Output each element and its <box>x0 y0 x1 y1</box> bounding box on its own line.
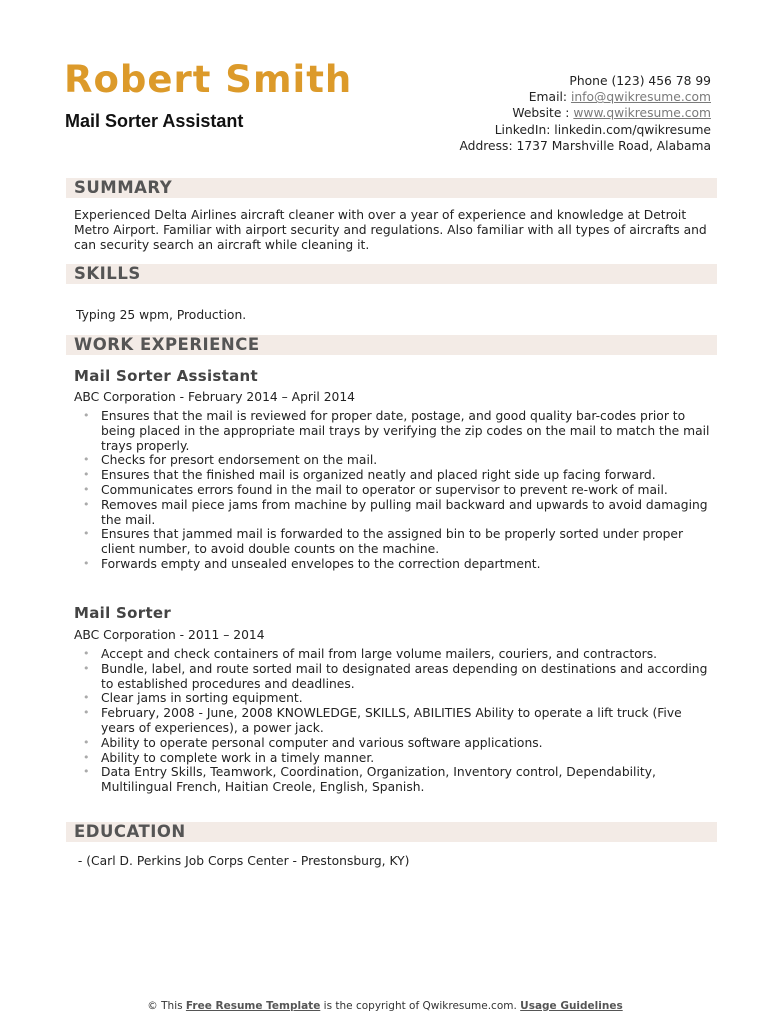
phone-label: Phone <box>569 74 608 88</box>
list-item: • Ensures that jammed mail is forwarded to the assigned bin to be properly sorted under proper client number, to avoid double counts on the machine. <box>81 527 717 557</box>
free-resume-template-link[interactable]: Free Resume Template <box>185 1000 321 1012</box>
job-company: ABC Corporation - February 2014 – April 2014 <box>74 390 355 404</box>
list-item: • Ability to complete work in a timely manner. <box>81 751 717 766</box>
job-company: ABC Corporation - 2011 – 2014 <box>74 628 265 642</box>
list-item: • Bundle, label, and route sorted mail to designated areas depending on destinations and according to established procedures and deadlines. <box>81 662 717 692</box>
list-item: • Checks for presort endorsement on the mail. <box>81 453 717 468</box>
contact-email <box>459 89 711 105</box>
skills-text: Typing 25 wpm, Production. <box>76 308 247 322</box>
list-item: • Ensures that the finished mail is organized neatly and placed right side up facing forward. <box>81 468 717 483</box>
list-item: • Ensures that the mail is reviewed for proper date, postage, and good quality bar-codes prior to being placed in the appropriate mail trays by verifying the zip codes on the mail to match the mail trays properly. <box>81 409 717 453</box>
job-bullet-list <box>81 647 717 795</box>
summary-heading: SUMMARY <box>74 178 173 197</box>
contact-website <box>459 105 711 121</box>
experience-heading: WORK EXPERIENCE <box>74 335 260 354</box>
footer-middle: is the copyright of Qwikresume.com. <box>323 1000 517 1012</box>
list-item: • Communicates errors found in the mail to operator or supervisor to prevent re-work of mail. <box>81 483 717 498</box>
list-item: • Removes mail piece jams from machine by pulling mail backward and upwards to avoid damaging the mail. <box>81 498 717 528</box>
contact-address: Address: 1737 Marshville Road, Alabama <box>459 138 711 153</box>
list-item: • Ability to operate personal computer and various software applications. <box>81 736 717 751</box>
job-title: Mail Sorter <box>74 604 172 622</box>
website-label: Website : <box>512 106 570 121</box>
contact-linkedin: LinkedIn: linkedin.com/qwikresume <box>494 122 711 137</box>
contact-block <box>459 73 711 154</box>
phone-value: (123) 456 78 99 <box>611 74 711 88</box>
candidate-role: Mail Sorter Assistant <box>65 111 244 131</box>
list-item: • Forwards empty and unsealed envelopes to the correction department. <box>81 557 717 572</box>
summary-text: Experienced Delta Airlines aircraft cleaner with over a year of experience and knowledge at Detroit Metro Airport. Familiar with airport security and regulations. Also familiar with all types of aircrafts and can security search an aircraft while cleaning it. <box>74 208 707 252</box>
list-item: • Clear jams in sorting equipment. <box>81 691 717 706</box>
job-bullet-list <box>81 409 717 572</box>
education-text: - (Carl D. Perkins Job Corps Center - Prestonsburg, KY) <box>74 854 410 868</box>
email-label: Email: <box>528 90 568 105</box>
contact-phone <box>459 73 711 89</box>
footer <box>0 1000 770 1012</box>
email-link[interactable]: info@qwikresume.com <box>570 90 711 105</box>
list-item: • February, 2008 - June, 2008 KNOWLEDGE, SKILLS, ABILITIES Ability to operate a lift truck (Five years of experiences), a power jack. <box>81 706 717 736</box>
skills-section-bar <box>66 264 717 284</box>
education-heading: EDUCATION <box>74 822 186 841</box>
skills-heading: SKILLS <box>74 264 141 283</box>
footer-prefix: © This <box>147 1000 183 1012</box>
list-item: • Accept and check containers of mail from large volume mailers, couriers, and contractors. <box>81 647 717 662</box>
job-title: Mail Sorter Assistant <box>74 367 258 385</box>
website-link[interactable]: www.qwikresume.com <box>573 106 711 121</box>
list-item: • Data Entry Skills, Teamwork, Coordination, Organization, Inventory control, Dependability, Multilingual French, Haitian Creole, English, Spanish. <box>81 765 717 795</box>
candidate-name: Robert Smith <box>64 58 353 101</box>
usage-guidelines-link[interactable]: Usage Guidelines <box>520 1000 623 1012</box>
